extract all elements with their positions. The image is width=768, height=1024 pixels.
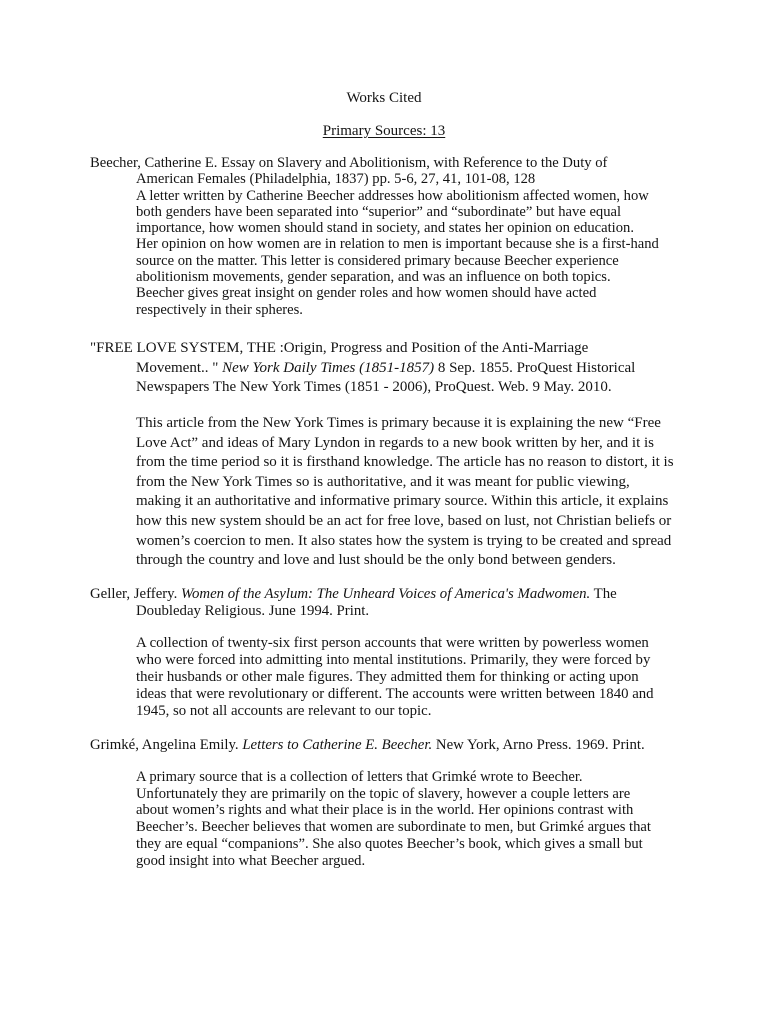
citation-free-love-system — [90, 339, 635, 398]
citation-text: Movement.. " — [136, 359, 223, 376]
citation-line: American Females (Philadelphia, 1837) pp. 5-6, 27, 41, 101-08, 128 — [136, 171, 536, 188]
annotation-line: respectively in their spheres. — [136, 301, 303, 318]
citation-line: "FREE LOVE SYSTEM, THE :Origin, Progress and Position of the Anti-Marriage — [90, 340, 589, 356]
annotation-line: how this new system should be an act for free love, based on lust, not Christian beliefs or — [136, 512, 672, 529]
annotation-line: importance, how women should stand in society, and states her opinion on education. — [136, 220, 634, 237]
citation-line: Newspapers The New York Times (1851 - 2006), ProQuest. Web. 9 May. 2010. — [136, 379, 612, 396]
citation-text: New York, Arno Press. 1969. Print. — [432, 737, 645, 753]
annotation-line: women’s coercion to men. It also states how the system is trying to be created and spread — [136, 532, 672, 549]
annotation-line: Her opinion on how women are in relation to men is important because she is a first-hand — [136, 236, 659, 253]
citation-text: The — [590, 586, 617, 602]
annotation-line: Unfortunately they are primarily on the topic of slavery, however a couple letters are — [136, 785, 631, 802]
annotation-line: ideas that were revolutionary or different. The accounts were written between 1840 and — [136, 686, 654, 702]
annotation-line: making it an authoritative and informative primary source. Within this article, it explains — [136, 493, 669, 510]
annotation-line: good insight into what Beecher argued. — [136, 852, 366, 869]
page-title: Works Cited — [346, 90, 422, 106]
citation-grimke — [90, 737, 645, 754]
annotation-line: both genders have been separated into “superior” and “subordinate” but have equal — [136, 203, 622, 220]
annotation-free-love-system — [136, 414, 674, 571]
annotation-line: A letter written by Catherine Beecher addresses how abolitionism affected women, how — [136, 187, 649, 204]
journal-title: New York Daily Times (1851-1857) — [222, 359, 435, 376]
annotation-line: Love Act” and ideas of Mary Lyndon in regards to a new book written by her, and it is — [136, 434, 655, 451]
citation-line: Beecher, Catherine E. Essay on Slavery and Abolitionism, with Reference to the Duty of — [90, 155, 608, 171]
annotation-line: 1945, so not all accounts are relevant to our topic. — [136, 703, 432, 719]
citation-geller — [90, 586, 617, 620]
annotation-line: from the New York Times so is authoritative, and it was meant for public viewing, — [136, 473, 630, 490]
citation-text: Geller, Jeffery. — [90, 586, 182, 602]
annotation-line: through the country and love and lust should be the only bond between genders. — [136, 552, 616, 569]
citation-line: Doubleday Religious. June 1994. Print. — [136, 603, 370, 619]
section-heading — [0, 121, 768, 141]
book-title: Women of the Asylum: The Unheard Voices of America's Madwomen. — [181, 586, 591, 602]
annotation-line: their husbands or other male figures. They admitted them for thinking or acting upon — [136, 669, 639, 685]
annotation-line: about women’s rights and what their place is in the world. Her opinions contrast with — [136, 802, 634, 819]
annotation-line: This article from the New York Times is primary because it is explaining the new “Free — [136, 415, 661, 431]
annotation-line: A primary source that is a collection of letters that Grimké wrote to Beecher. — [136, 769, 583, 785]
book-title: Letters to Catherine E. Beecher. — [242, 737, 433, 753]
section-heading-text: Primary Sources: 13 — [322, 123, 446, 139]
annotation-line: A collection of twenty-six first person accounts that were written by powerless women — [136, 635, 649, 651]
annotation-line: source on the matter. This letter is considered primary because Beecher experience — [136, 252, 619, 269]
annotation-line: Beecher gives great insight on gender roles and how women should have acted — [136, 285, 597, 302]
annotation-line: from the time period so it is firsthand knowledge. The article has no reason to distort, it is — [136, 454, 674, 471]
citation-text: Grimké, Angelina Emily. — [90, 737, 243, 753]
citation-line — [90, 737, 645, 754]
citation-line — [90, 586, 617, 603]
annotation-line: they are equal “companions”. She also quotes Beecher’s book, which gives a small but — [136, 835, 643, 852]
citation-beecher — [90, 155, 659, 318]
citation-text: 8 Sep. 1855. ProQuest Historical — [434, 359, 636, 376]
annotation-grimke — [136, 769, 651, 869]
annotation-line: abolitionism movements, gender separation, and was an influence on both topics. — [136, 269, 611, 286]
annotation-line: Beecher’s. Beecher believes that women are subordinate to men, but Grimké argues that — [136, 819, 651, 836]
annotation-line: who were forced into admitting into mental institutions. Primarily, they were forced by — [136, 652, 651, 668]
citation-line — [90, 359, 635, 379]
annotation-geller — [136, 635, 654, 720]
